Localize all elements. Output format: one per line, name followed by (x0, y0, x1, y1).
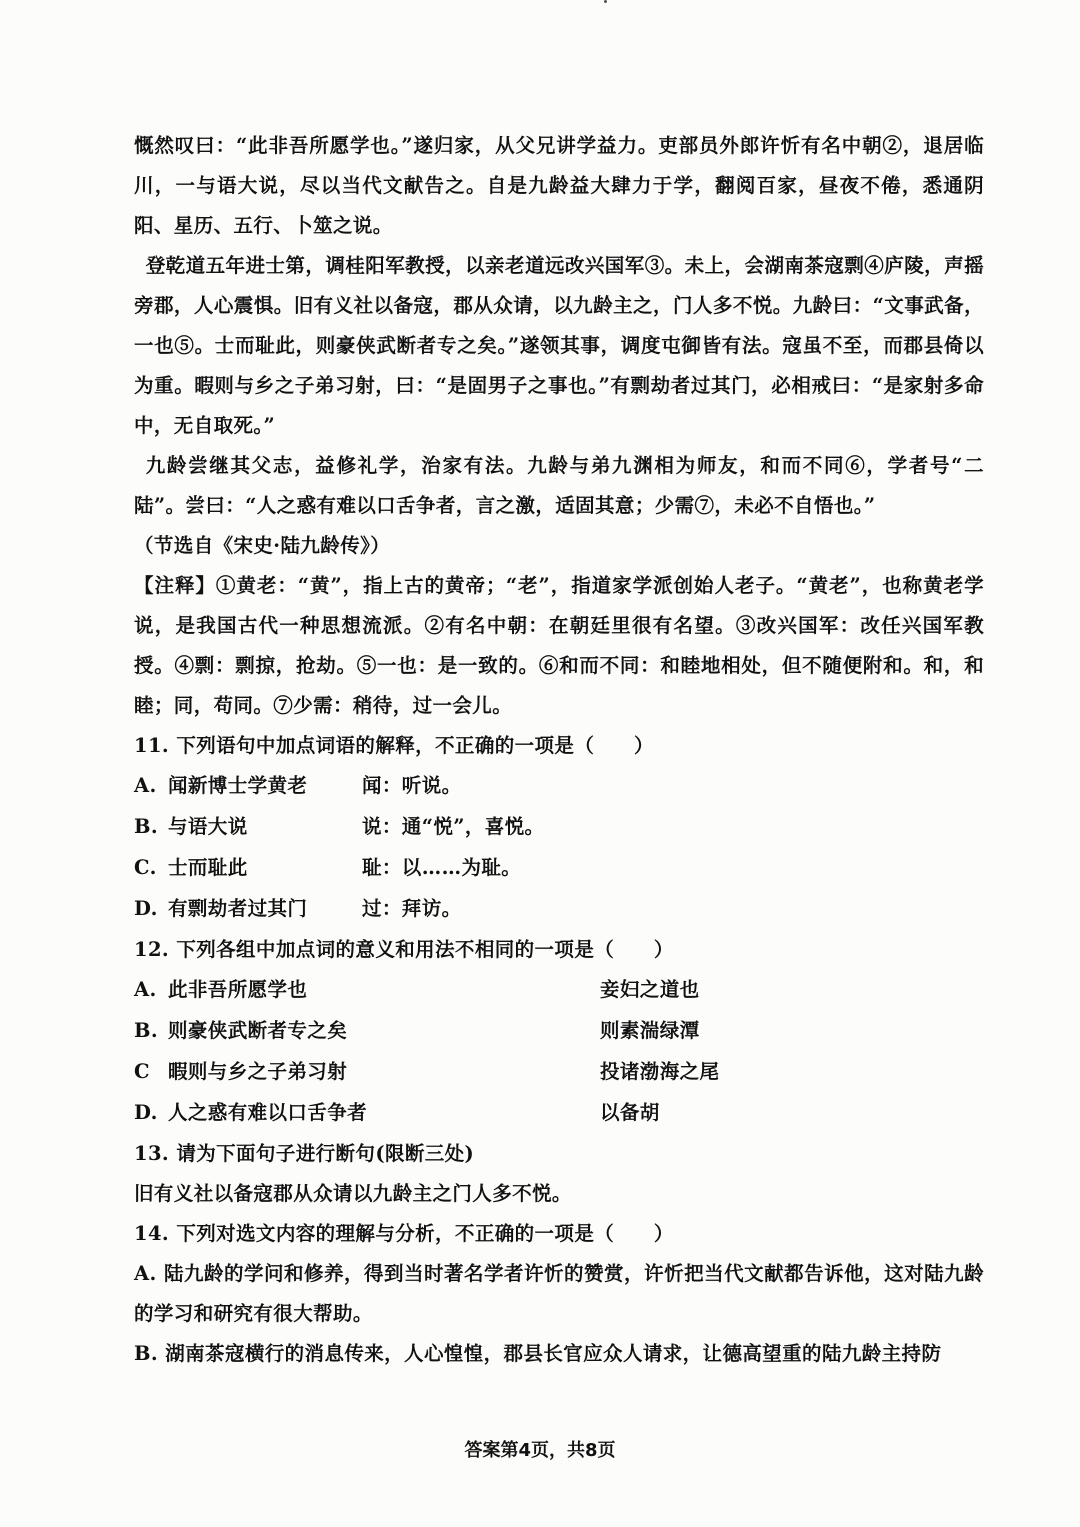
option-compare: 妾妇之道也 (600, 978, 700, 1001)
option-text: 闻新博士学黄老 (168, 774, 308, 797)
option-letter: B. (134, 1019, 159, 1042)
option-gloss: 过：拜访。 (362, 897, 462, 920)
question-11-option-b (134, 807, 984, 848)
question-12-stem: 12. 下列各组中加点词的意义和用法不相同的一项是（ ） (134, 938, 674, 961)
option-text: 与语大说 (168, 815, 248, 838)
page-footer: 答案第4页，共8页 (464, 1440, 616, 1461)
question-12-option-a (134, 970, 984, 1011)
option-compare: 以备胡 (600, 1101, 660, 1124)
option-text: 暇则与乡之子弟习射 (168, 1060, 348, 1083)
option-text: 人之惑有难以口舌争者 (168, 1101, 368, 1124)
question-12-option-d (134, 1093, 984, 1134)
question-14-option-b: B. 湖南茶寇横行的消息传来，人心惶惶，郡县长官应众人请求，让德高望重的陆九龄主持防 (134, 1342, 942, 1365)
option-letter: A. (134, 978, 157, 1001)
option-letter: B. (134, 815, 159, 838)
page-content (134, 126, 984, 1374)
question-14-option-a: A. 陆九龄的学问和修养，得到当时著名学者许忻的赞赏，许忻把当代文献都告诉他，这对陆九龄的学习和研究有很大帮助。 (134, 1262, 984, 1325)
passage-source: （节选自《宋史·陆九龄传》） (134, 534, 391, 557)
option-letter: D. (134, 897, 158, 920)
annotation-label: 【注释】 (134, 574, 216, 597)
option-letter: A. (134, 774, 157, 797)
question-12-option-b (134, 1011, 984, 1052)
annotation-block (134, 566, 984, 726)
question-13-sentence: 旧有义社以备寇郡从众请以九龄主之门人多不悦。 (134, 1182, 572, 1205)
option-letter: C. (134, 856, 157, 879)
passage-paragraph-3: 九龄尝继其父志，益修礼学，治家有法。九龄与弟九渊相为师友，和而不同⑥，学者号“二陆”。尝曰：“人之惑有难以口舌争者，言之激，适固其意；少需⑦，未必不自悟也。” (134, 454, 984, 517)
option-text: 此非吾所愿学也 (168, 978, 308, 1001)
question-14-stem: 14. 下列对选文内容的理解与分析，不正确的一项是（ ） (134, 1222, 674, 1245)
option-text: 则豪侠武断者专之矣 (168, 1019, 348, 1042)
option-text: 有剽劫者过其门 (168, 897, 308, 920)
passage-paragraph-2: 登乾道五年进士第，调桂阳军教授，以亲老道远改兴国军③。未上，会湖南茶寇剽④庐陵，声摇旁郡，人心震惧。旧有义社以备寇，郡从众请，以九龄主之，门人多不悦。九龄曰：“文事武备，一也⑤。士而耻此，则豪侠武断者专之矣。”遂领其事，调度屯御皆有法。寇虽不至，而郡县倚以为重。暇则与乡之子弟习射，曰：“是固男子之事也。”有剽劫者过其门，必相戒曰：“是家射多命中，无自取死。” (134, 254, 984, 437)
question-11-stem: 11. 下列语句中加点词语的解释，不正确的一项是（ ） (134, 734, 654, 757)
annotation-text: ①黄老：“黄”，指上古的黄帝；“老”，指道家学派创始人老子。“黄老”，也称黄老学说，是我国古代一种思想流派。②有名中朝：在朝廷里很有名望。③改兴国军：改任兴国军教授。④剽：剽掠，抢劫。⑤一也：是一致的。⑥和而不同：和睦地相处，但不随便附和。和，和睦；同，苟同。⑦少需：稍待，过一会儿。 (134, 574, 984, 717)
option-letter: C (134, 1060, 150, 1083)
scan-speck (604, 0, 607, 3)
option-gloss: 闻：听说。 (362, 774, 462, 797)
option-compare: 则素湍绿潭 (600, 1019, 700, 1042)
option-compare: 投诸渤海之尾 (600, 1060, 720, 1083)
passage-paragraph-1: 慨然叹曰：“此非吾所愿学也。”遂归家，从父兄讲学益力。吏部员外郎许忻有名中朝②，退居临川，一与语大说，尽以当代文献告之。自是九龄益大肆力于学，翻阅百家，昼夜不倦，悉通阴阳、星历、五行、卜筮之说。 (134, 134, 984, 237)
option-gloss: 说：通“悦”，喜悦。 (362, 815, 545, 838)
option-text: 士而耻此 (168, 856, 248, 879)
option-letter: D. (134, 1101, 158, 1124)
question-12-option-c (134, 1052, 984, 1093)
question-11-option-c (134, 848, 984, 889)
option-gloss: 耻：以……为耻。 (362, 856, 522, 879)
question-11-option-d (134, 889, 984, 930)
question-11-option-a (134, 766, 984, 807)
question-13-stem: 13. 请为下面句子进行断句(限断三处) (134, 1142, 475, 1165)
